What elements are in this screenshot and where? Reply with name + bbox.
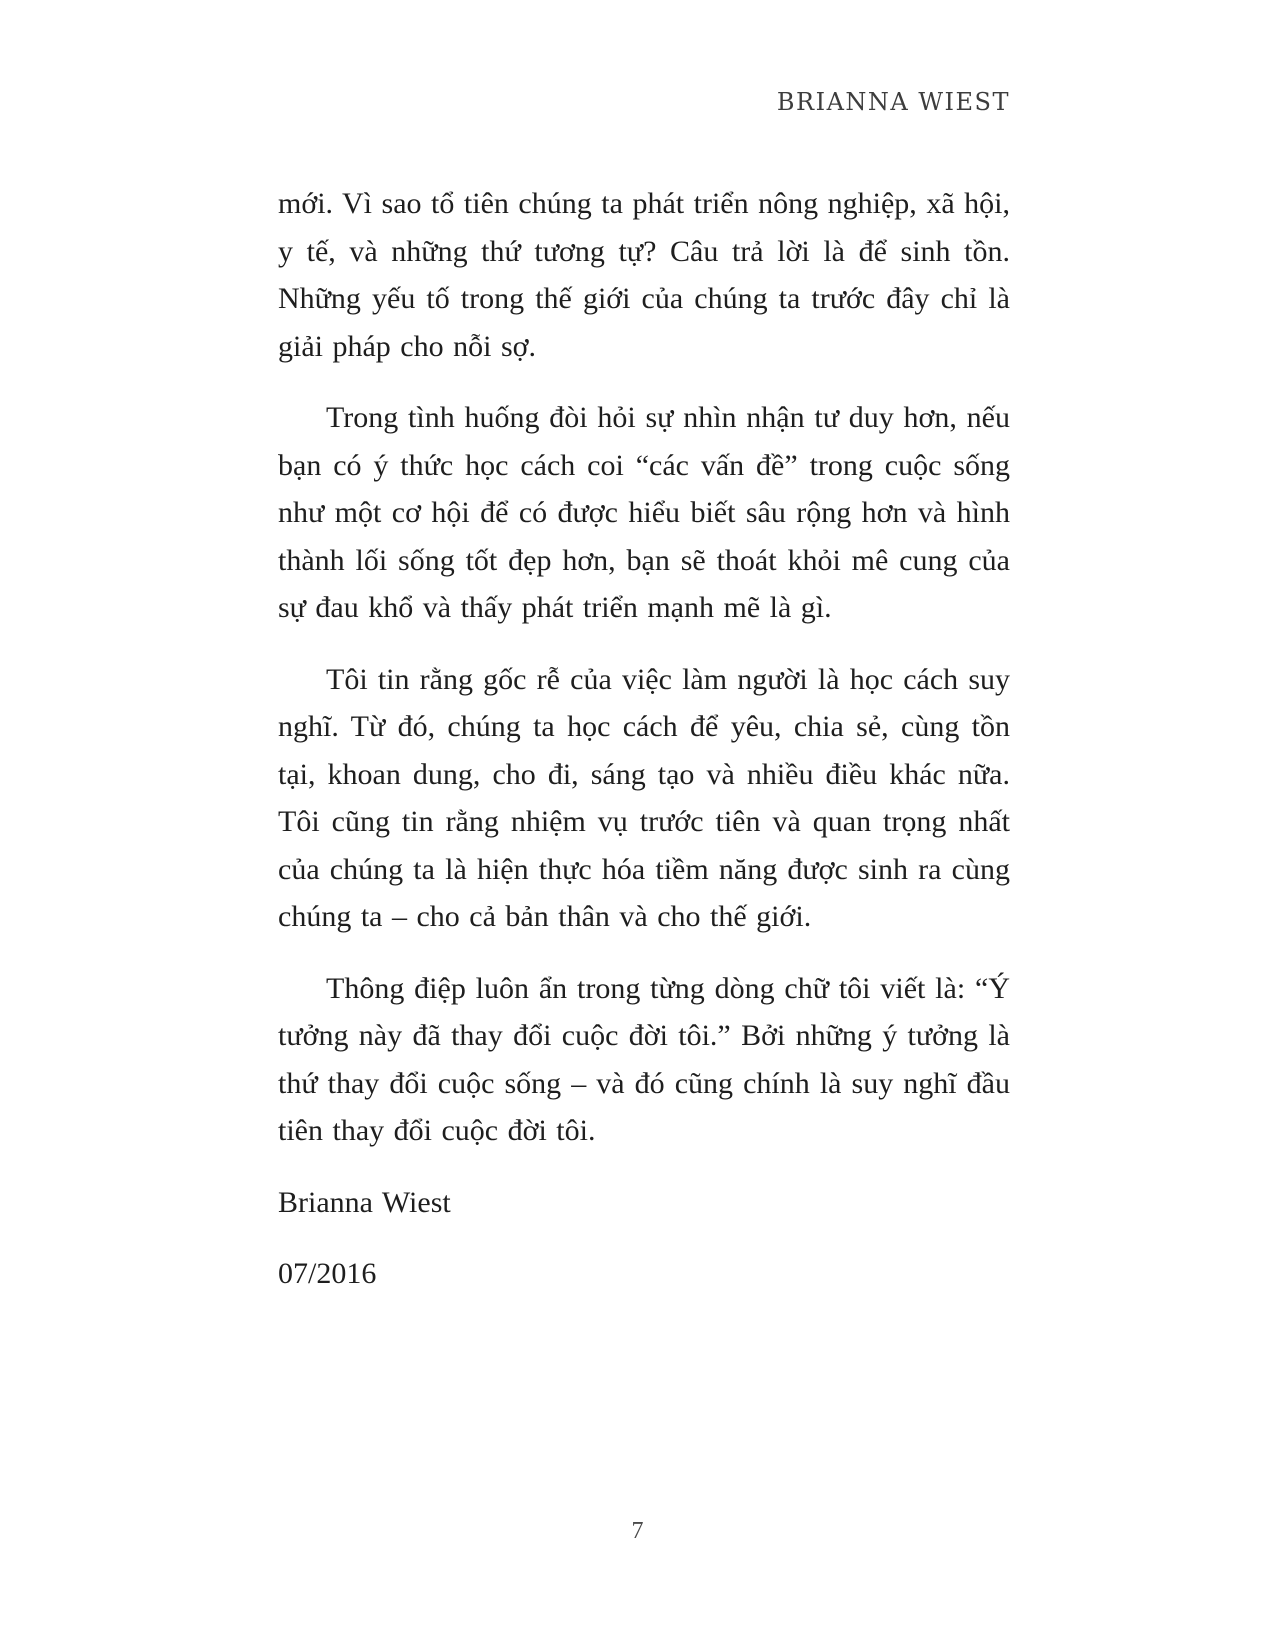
paragraph-4: Thông điệp luôn ẩn trong từng dòng chữ tôi viết là: “Ý tưởng này đã thay đổi cuộc đời tôi.” Bởi những ý tưởng là thứ thay đổi cuộc sống – và đó cũng chính là suy nghĩ đầu tiên thay đổi cuộc đời tôi. xyxy=(278,971,1010,1147)
page-body xyxy=(278,180,1010,1322)
signature-date: 07/2016 xyxy=(278,1257,377,1290)
paragraph-3: Tôi tin rằng gốc rễ của việc làm người là học cách suy nghĩ. Từ đó, chúng ta học cách để yêu, chia sẻ, cùng tồn tại, khoan dung, cho đi, sáng tạo và nhiều điều khác nữa. Tôi cũng tin rằng nhiệm vụ trước tiên và quan trọng nhất của chúng ta là hiện thực hóa tiềm năng được sinh ra cùng chúng ta – cho cả bản thân và cho thế giới. xyxy=(278,662,1010,933)
paragraph-2: Trong tình huống đòi hỏi sự nhìn nhận tư duy hơn, nếu bạn có ý thức học cách coi “các vấn đề” trong cuộc sống như một cơ hội để có được hiểu biết sâu rộng hơn và hình thành lối sống tốt đẹp hơn, bạn sẽ thoát khỏi mê cung của sự đau khổ và thấy phát triển mạnh mẽ là gì. xyxy=(278,401,1010,624)
author-signature: Brianna Wiest xyxy=(278,1185,451,1219)
running-header: BRIANNA WIEST xyxy=(776,88,1010,116)
paragraph-1: mới. Vì sao tổ tiên chúng ta phát triển nông nghiệp, xã hội, y tế, và những thứ tương tự? Câu trả lời là để sinh tồn. Những yếu tố trong thế giới của chúng ta trước đây chỉ là giải pháp cho nỗi sợ. xyxy=(278,187,1010,363)
page-number: 7 xyxy=(631,1518,644,1544)
